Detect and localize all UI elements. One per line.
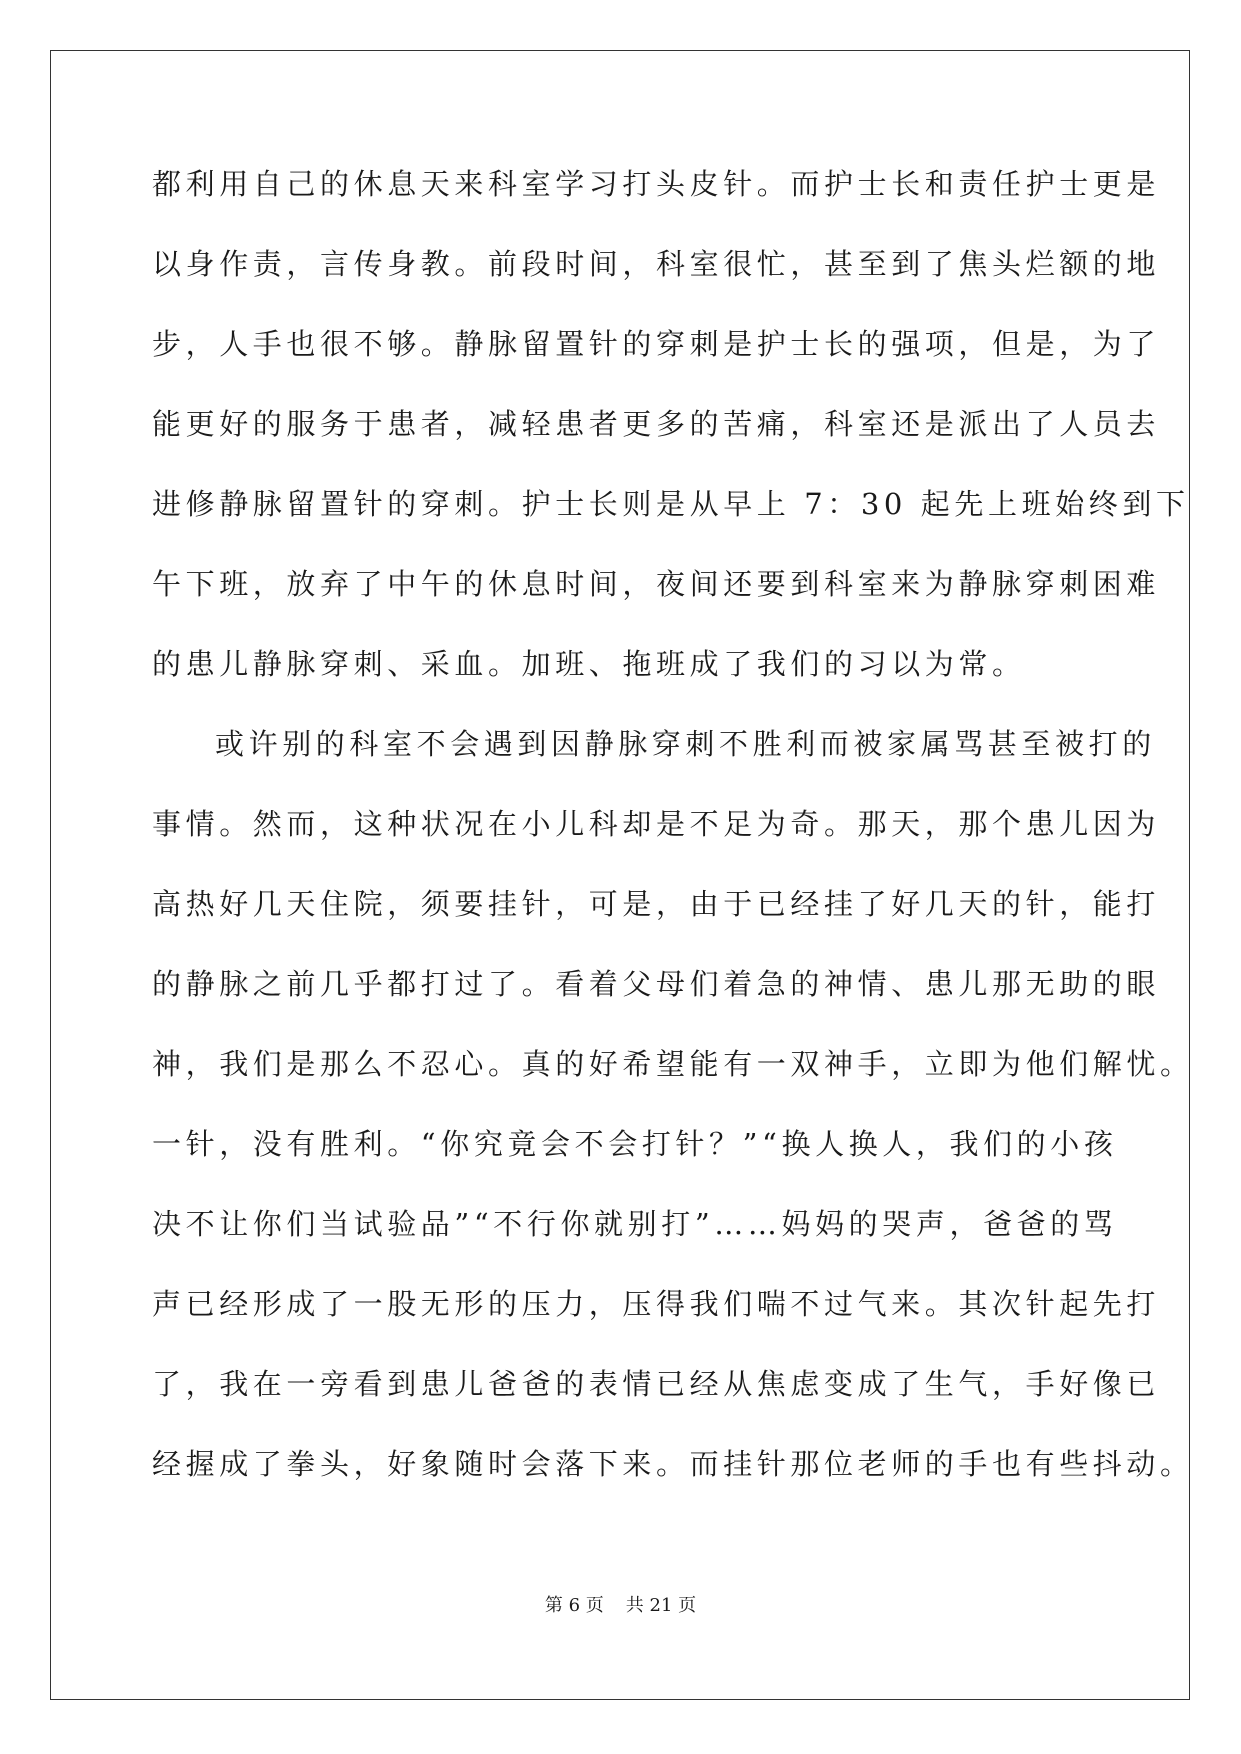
text-line: 的静脉之前几乎都打过了。看着父母们着急的神情、患儿那无助的眼 xyxy=(152,967,1161,1001)
text-line: 的患儿静脉穿刺、采血。加班、拖班成了我们的习以为常。 xyxy=(152,647,1026,681)
text-line: 决不让你们当试验品”“不行你就别打”……妈妈的哭声，爸爸的骂 xyxy=(152,1207,1118,1241)
text-line: 午下班，放弃了中午的休息时间，夜间还要到科室来为静脉穿刺困难 xyxy=(152,567,1161,601)
text-line: 经握成了拳头，好象随时会落下来。而挂针那位老师的手也有些抖动。 xyxy=(152,1447,1194,1481)
text-line: 步，人手也很不够。静脉留置针的穿刺是护士长的强项，但是，为了 xyxy=(152,327,1161,361)
text-line: 高热好几天住院，须要挂针，可是，由于已经挂了好几天的针，能打 xyxy=(152,887,1161,921)
document-body xyxy=(152,162,1194,1522)
text-line: 了，我在一旁看到患儿爸爸的表情已经从焦虑变成了生气，手好像已 xyxy=(152,1367,1161,1401)
text-line: 进修静脉留置针的穿刺。护士长则是从早上 7：30 起先上班始终到下 xyxy=(152,487,1190,521)
text-line: 声已经形成了一股无形的压力，压得我们喘不过气来。其次针起先打 xyxy=(152,1287,1161,1321)
paragraph-first-line: 或许别的科室不会遇到因静脉穿刺不胜利而被家属骂甚至被打的 xyxy=(215,727,1156,761)
text-line: 事情。然而，这种状况在小儿科却是不足为奇。那天，那个患儿因为 xyxy=(152,807,1161,841)
text-line: 能更好的服务于患者，减轻患者更多的苦痛，科室还是派出了人员去 xyxy=(152,407,1161,441)
text-line: 神，我们是那么不忍心。真的好希望能有一双神手，立即为他们解忧。 xyxy=(152,1047,1194,1081)
text-line: 一针，没有胜利。“你究竟会不会打针？”“换人换人，我们的小孩 xyxy=(152,1127,1118,1161)
page-number: 第 6 页 xyxy=(544,1595,604,1616)
page-total: 共 21 页 xyxy=(625,1595,697,1616)
text-line: 以身作责，言传身教。前段时间，科室很忙，甚至到了焦头烂额的地 xyxy=(152,247,1161,281)
page-footer xyxy=(0,1594,1241,1618)
text-line: 都利用自己的休息天来科室学习打头皮针。而护士长和责任护士更是 xyxy=(152,167,1161,201)
